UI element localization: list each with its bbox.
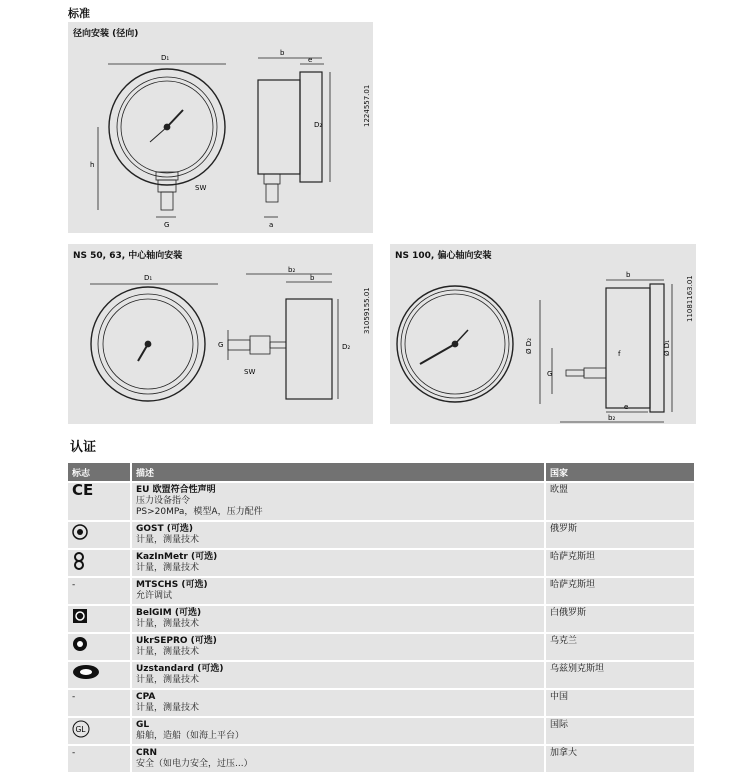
no-mark: - xyxy=(68,577,131,605)
belgim-icon xyxy=(72,608,88,624)
dim-d2: D₂ xyxy=(342,343,351,351)
dim-e: e xyxy=(308,56,313,64)
no-mark: - xyxy=(68,745,131,772)
cert-country: 哈萨克斯坦 xyxy=(545,549,694,577)
dim-d2: D₂ xyxy=(314,121,323,129)
cert-name: CRN xyxy=(136,748,158,758)
cert-desc: 计量，测量技术 xyxy=(136,703,200,713)
page-title: 标准 xyxy=(68,7,90,20)
cert-desc: 计量，测量技术 xyxy=(136,619,200,629)
dim-sw: SW xyxy=(244,368,256,376)
uzstandard-icon xyxy=(72,664,100,680)
cert-country: 欧盟 xyxy=(545,482,694,521)
cert-desc: PS>20MPa，模型A，压力配件 xyxy=(136,507,263,517)
dim-b2: b₂ xyxy=(288,266,296,274)
column-header-country: 国家 xyxy=(545,463,694,482)
table-row xyxy=(68,717,694,745)
table-row xyxy=(68,745,694,772)
cert-country: 乌兹别克斯坦 xyxy=(545,661,694,689)
radial-gauge-drawing xyxy=(68,22,373,233)
certification-table xyxy=(68,463,694,772)
radial-mount-panel xyxy=(68,22,373,233)
center-axial-drawing xyxy=(68,244,373,424)
dim-d1: D₁ xyxy=(161,54,170,62)
dim-g: G xyxy=(164,221,170,229)
cert-name: MTSCHS (可选) xyxy=(136,580,208,590)
table-row xyxy=(68,577,694,605)
cert-country: 哈萨克斯坦 xyxy=(545,577,694,605)
panel-title: NS 50, 63, 中心轴向安装 xyxy=(73,251,183,261)
dim-e: e xyxy=(624,403,629,411)
cert-country: 俄罗斯 xyxy=(545,521,694,549)
panel-title: 径向安装 (径向) xyxy=(73,29,139,39)
table-row xyxy=(68,633,694,661)
center-axial-panel xyxy=(68,244,373,424)
cert-name: CPA xyxy=(136,692,156,702)
cert-name: GOST (可选) xyxy=(136,524,194,534)
kazinmetr-icon xyxy=(72,552,86,570)
dim-d2: Ø D₂ xyxy=(525,338,533,354)
dim-d1: Ø D₁ xyxy=(663,340,671,356)
dim-b: b xyxy=(626,271,631,279)
column-header-description: 描述 xyxy=(131,463,545,482)
cert-desc: 计量，测量技术 xyxy=(136,647,200,657)
svg-text:GL: GL xyxy=(75,725,86,734)
cert-name: Uzstandard (可选) xyxy=(136,664,224,674)
dim-d1: D₁ xyxy=(144,274,153,282)
dim-h: h xyxy=(90,161,95,169)
cert-desc: 安全（如电力安全，过压...） xyxy=(136,759,253,769)
dim-b: b xyxy=(280,49,285,57)
table-row xyxy=(68,549,694,577)
table-row xyxy=(68,482,694,521)
cert-desc: 船舶，造船（如海上平台） xyxy=(136,731,245,741)
dim-g: G xyxy=(547,370,553,378)
cert-desc: 计量，测量技术 xyxy=(136,535,200,545)
cert-heading: 认证 xyxy=(70,440,97,455)
no-mark: - xyxy=(68,689,131,717)
table-row xyxy=(68,605,694,633)
column-header-mark: 标志 xyxy=(68,463,131,482)
cert-country: 乌克兰 xyxy=(545,633,694,661)
dim-f: f xyxy=(618,350,621,358)
dim-b2: b₂ xyxy=(608,414,616,422)
cert-name: UkrSEPRO (可选) xyxy=(136,636,217,646)
cert-name: BelGIM (可选) xyxy=(136,608,202,618)
eccentric-axial-drawing xyxy=(390,244,696,424)
cert-name: KazInMetr (可选) xyxy=(136,552,218,562)
dim-a: a xyxy=(269,221,274,229)
cert-desc: 计量，测量技术 xyxy=(136,563,200,573)
drawing-code: 31059155.01 xyxy=(363,287,371,334)
cert-country: 中国 xyxy=(545,689,694,717)
eccentric-axial-panel xyxy=(390,244,696,424)
cert-name: EU 欧盟符合性声明 xyxy=(136,485,216,495)
table-header-row xyxy=(68,463,694,482)
cert-country: 加拿大 xyxy=(545,745,694,772)
gl-icon xyxy=(72,720,90,738)
cert-desc: 计量，测量技术 xyxy=(136,675,200,685)
dim-b: b xyxy=(310,274,315,282)
drawing-code: 11081163.01 xyxy=(686,275,694,322)
table-row xyxy=(68,521,694,549)
cert-desc: 压力设备指令 xyxy=(136,496,191,506)
ce-mark-icon: CE xyxy=(72,481,94,499)
cert-country: 白俄罗斯 xyxy=(545,605,694,633)
cert-desc: 允许调试 xyxy=(136,591,173,601)
drawing-code: 1224557.01 xyxy=(363,84,371,127)
panel-title: NS 100, 偏心轴向安装 xyxy=(395,251,492,261)
table-row xyxy=(68,661,694,689)
gost-icon xyxy=(72,524,88,540)
cert-country: 国际 xyxy=(545,717,694,745)
dim-g: G xyxy=(218,341,224,349)
dim-sw: SW xyxy=(195,184,207,192)
ukrsepro-icon xyxy=(72,636,88,652)
cert-name: GL xyxy=(136,720,150,730)
table-row xyxy=(68,689,694,717)
